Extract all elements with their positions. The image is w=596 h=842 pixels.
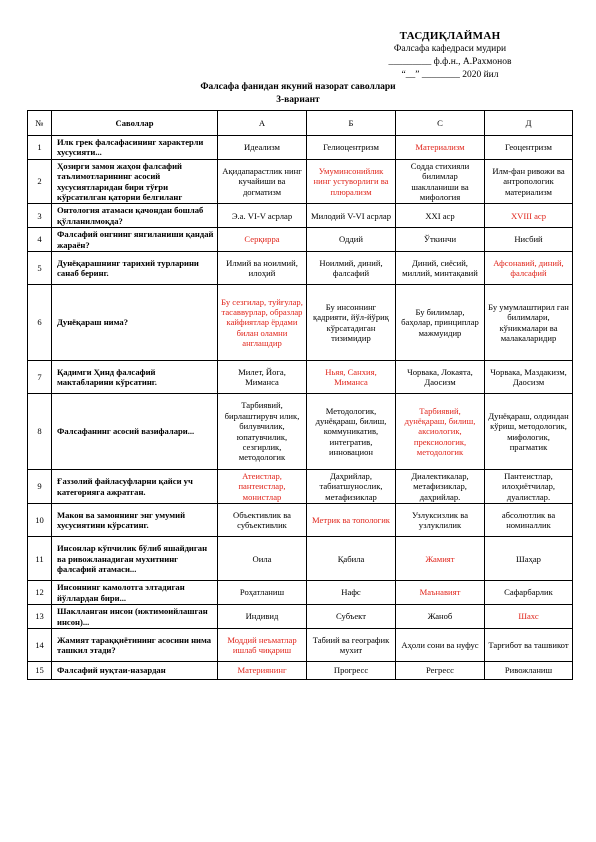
question-text: Ғаззолий файласуфларни қайси уч категорияга ажратган. bbox=[52, 470, 218, 504]
question-text: Онтология атамаси қачондан бошлаб қўлланилмоқда? bbox=[52, 204, 218, 228]
answer-option-a: Илмий ва ноилмий, илоҳий bbox=[218, 252, 307, 285]
answer-option-d: Дунёқараш, олдиндан кўриш, методологик, мифологик, прагматик bbox=[485, 394, 573, 470]
answer-option-b: Нафс bbox=[307, 581, 396, 605]
question-number: 5 bbox=[28, 252, 52, 285]
question-number: 15 bbox=[28, 661, 52, 679]
question-number: 11 bbox=[28, 537, 52, 581]
question-text: Фалсафий онгнинг янгиланиши қандай жараён? bbox=[52, 228, 218, 252]
question-text: Қадимги Ҳинд фалсафий мактабларини кўрсатинг. bbox=[52, 361, 218, 394]
answer-option-b-correct: Умуминсонийлик нинг устуворлиги ва плюрализм bbox=[307, 159, 396, 204]
question-number: 1 bbox=[28, 136, 52, 160]
question-text: Шаклланган инсон (ижтимоийлашган инсон)... bbox=[52, 605, 218, 629]
answer-option-a: Э.а. VI-V асрлар bbox=[218, 204, 307, 228]
question-number: 3 bbox=[28, 204, 52, 228]
header-number: № bbox=[28, 111, 52, 136]
answer-option-d: Илм-фан ривожи ва антропологик материализм bbox=[485, 159, 573, 204]
answer-option-c-correct: Жамият bbox=[396, 537, 485, 581]
answer-option-c-correct: Материализм bbox=[396, 136, 485, 160]
answer-option-d-correct: Шахс bbox=[485, 605, 573, 629]
answer-option-b: Бу инсоннинг қадрияти, йўл-йўриқ кўрсатадиган тизимидир bbox=[307, 285, 396, 361]
answer-option-d-correct: XVIII аср bbox=[485, 204, 573, 228]
question-text: Ҳозирги замон жаҳон фалсафий таълимотларининг асосий хусусиятларидан бири тўғри кўрсатилган қаторни белгиланг bbox=[52, 159, 218, 204]
answer-option-b: Гелиоцентризм bbox=[307, 136, 396, 160]
question-number: 8 bbox=[28, 394, 52, 470]
answer-option-b: Прогресс bbox=[307, 661, 396, 679]
answer-option-a: Роҳатланиш bbox=[218, 581, 307, 605]
answer-option-a-correct: Атеистлар, пантеистлар, монистлар bbox=[218, 470, 307, 504]
answer-option-b: Ноилмий, диний, фалсафий bbox=[307, 252, 396, 285]
answer-option-c: Диалектикалар, метафизиклар, даҳрийлар. bbox=[396, 470, 485, 504]
header-option-d: Д bbox=[485, 111, 573, 136]
answer-option-b: Даҳрийлар, табиатшунослик, метафизиклар bbox=[307, 470, 396, 504]
question-number: 2 bbox=[28, 159, 52, 204]
table-row bbox=[28, 204, 573, 228]
table-row bbox=[28, 285, 573, 361]
table-header-row bbox=[28, 111, 573, 136]
table-row bbox=[28, 159, 573, 204]
answer-option-a: Тарбиявий, бирлаштирувч илик, билувчилик, юпатувчилик, сезгирлик, методологик bbox=[218, 394, 307, 470]
question-number: 12 bbox=[28, 581, 52, 605]
answer-option-c-correct: Тарбиявий, дунёқараш, билиш, аксиологик, прексиологик, методологик bbox=[396, 394, 485, 470]
answer-option-a: Оила bbox=[218, 537, 307, 581]
variant-label: 3-вариант bbox=[276, 95, 320, 105]
question-text: Фалсафанинг асосий вазифалари... bbox=[52, 394, 218, 470]
approval-heading: ТАСДИҚЛАЙМАН bbox=[399, 30, 501, 42]
question-text: Илк грек фалсафасининг характерли хусусияти... bbox=[52, 136, 218, 160]
answer-option-c: Содда стихияли билимлар шаклланиши ва мифология bbox=[396, 159, 485, 204]
table-row bbox=[28, 628, 573, 661]
answer-option-d: Бу умумлаштирил ган билимлари, кўникмалари ва малакаларидир bbox=[485, 285, 573, 361]
answer-option-c: Бу билимлар, баҳолар, принциплар мажмуидир bbox=[396, 285, 485, 361]
answer-option-a: Идеализм bbox=[218, 136, 307, 160]
answer-option-d: Чорвака, Маздакизм, Даосизм bbox=[485, 361, 573, 394]
answer-option-a: Ақидапарастлик нинг кучайиши ва догматизм bbox=[218, 159, 307, 204]
question-number: 10 bbox=[28, 504, 52, 537]
table-row bbox=[28, 661, 573, 679]
questions-table bbox=[27, 110, 573, 680]
table-row bbox=[28, 605, 573, 629]
answer-option-d: Шаҳар bbox=[485, 537, 573, 581]
answer-option-a-correct: Материянинг bbox=[218, 661, 307, 679]
answer-option-c: Аҳоли сони ва нуфус bbox=[396, 628, 485, 661]
question-text: Дунёқараш нима? bbox=[52, 285, 218, 361]
question-text: Инсонлар кўпчилик бўлиб яшайдиган ва ривожланадиган мухитнинг фалсафий атамаси... bbox=[52, 537, 218, 581]
question-number: 9 bbox=[28, 470, 52, 504]
question-number: 14 bbox=[28, 628, 52, 661]
answer-option-c: Чорвака, Локаята, Даосизм bbox=[396, 361, 485, 394]
answer-option-a: Объективлик ва субъективлик bbox=[218, 504, 307, 537]
table-row bbox=[28, 361, 573, 394]
answer-option-d: Пантеистлар, илоҳиётчилар, дуалистлар. bbox=[485, 470, 573, 504]
table-row bbox=[28, 228, 573, 252]
answer-option-d-correct: Афсонавий, диний, фалсафий bbox=[485, 252, 573, 285]
table-row bbox=[28, 504, 573, 537]
answer-option-b: Қабила bbox=[307, 537, 396, 581]
answer-option-d: абсолютлик ва номиналлик bbox=[485, 504, 573, 537]
answer-option-c: Жаноб bbox=[396, 605, 485, 629]
question-number: 6 bbox=[28, 285, 52, 361]
answer-option-a-correct: Моддий неъматлар ишлаб чиқариш bbox=[218, 628, 307, 661]
approval-line-3: “__” ________ 2020 йил bbox=[401, 70, 499, 80]
table-row bbox=[28, 581, 573, 605]
answer-option-b: Табиий ва географик мухит bbox=[307, 628, 396, 661]
question-text: Фалсафий нуқтаи-назардан bbox=[52, 661, 218, 679]
answer-option-d: Сафарбарлик bbox=[485, 581, 573, 605]
header-questions: Саволлар bbox=[52, 111, 218, 136]
question-text: Жамият тараққиётининг асосини нима ташкил этади? bbox=[52, 628, 218, 661]
answer-option-b: Субъект bbox=[307, 605, 396, 629]
answer-option-b: Методологик, дунёқараш, билиш, коммуникатив, интегратив, инновацион bbox=[307, 394, 396, 470]
answer-option-c: Диний, сиёсий, миллий, минтақавий bbox=[396, 252, 485, 285]
answer-option-a-correct: Серқирра bbox=[218, 228, 307, 252]
approval-line-2: _________ ф.ф.н., А.Рахмонов bbox=[388, 57, 512, 67]
approval-line-1: Фалсафа кафедраси мудири bbox=[393, 44, 507, 54]
question-number: 13 bbox=[28, 605, 52, 629]
answer-option-c-correct: Маънавият bbox=[396, 581, 485, 605]
answer-option-a: Милет, Йога, Миманса bbox=[218, 361, 307, 394]
answer-option-d: Ривожланиш bbox=[485, 661, 573, 679]
header-option-a: А bbox=[218, 111, 307, 136]
table-row bbox=[28, 470, 573, 504]
question-number: 4 bbox=[28, 228, 52, 252]
answer-option-b: Оддий bbox=[307, 228, 396, 252]
answer-option-b-correct: Метрик ва топологик bbox=[307, 504, 396, 537]
answer-option-d: Геоцентризм bbox=[485, 136, 573, 160]
document-title: Фалсафа фанидан якуний назорат саволлари bbox=[200, 82, 396, 92]
answer-option-c: Ўткинчи bbox=[396, 228, 485, 252]
table-row bbox=[28, 252, 573, 285]
header-option-b: Б bbox=[307, 111, 396, 136]
answer-option-d: Тарғибот ва ташвикот bbox=[485, 628, 573, 661]
question-text: Инсоннинг камолотга элтадиган йўллардан бири... bbox=[52, 581, 218, 605]
approval-block bbox=[350, 30, 550, 82]
table-row bbox=[28, 136, 573, 160]
table-row bbox=[28, 537, 573, 581]
answer-option-c: Регресс bbox=[396, 661, 485, 679]
question-text: Дунёқарашнинг тарихий турларини санаб беринг. bbox=[52, 252, 218, 285]
answer-option-c: Узлуксизлик ва узлуклилик bbox=[396, 504, 485, 537]
question-number: 7 bbox=[28, 361, 52, 394]
answer-option-a-correct: Бу сезгилар, туйғулар, тасаввурлар, образлар кайфиятлар ёрдами билан оламни англашдир bbox=[218, 285, 307, 361]
answer-option-b-correct: Ньяя, Санхия, Миманса bbox=[307, 361, 396, 394]
answer-option-c: XXI аср bbox=[396, 204, 485, 228]
answer-option-d: Нисбий bbox=[485, 228, 573, 252]
header-option-c: С bbox=[396, 111, 485, 136]
table-row bbox=[28, 394, 573, 470]
answer-option-a: Индивид bbox=[218, 605, 307, 629]
question-text: Макон ва замоннинг энг умумий хусусиятини кўрсатинг. bbox=[52, 504, 218, 537]
answer-option-b: Милодий V-VI асрлар bbox=[307, 204, 396, 228]
